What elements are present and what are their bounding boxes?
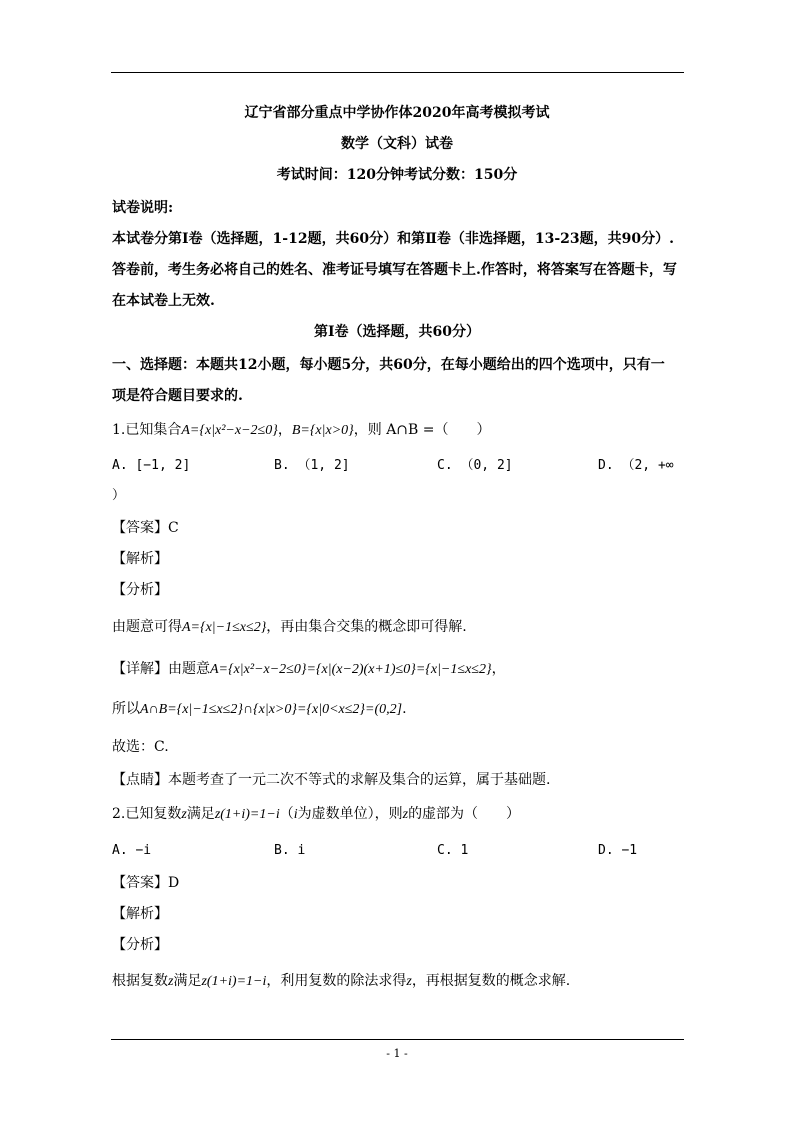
q1-comment: 【点睛】本题考查了一元二次不等式的求解及集合的运算，属于基础题. bbox=[112, 772, 551, 788]
q1-fenxi-math: A={x|−1≤x≤2} bbox=[182, 620, 267, 635]
q1-stem bbox=[112, 420, 491, 441]
q2-fenxi-end: ，再根据复数的概念求解. bbox=[411, 973, 571, 989]
q1-option-d: D. （2, +∞ bbox=[598, 458, 674, 473]
q1-stem-prefix: 1.已知集合 bbox=[112, 422, 182, 438]
q2-fenxi-prefix: 根据复数 bbox=[112, 973, 168, 989]
page-number: - 1 - bbox=[386, 1047, 408, 1060]
q2-note-open: （ bbox=[279, 806, 294, 822]
instructions-line-1: 本试卷分第Ⅰ卷（选择题，1-12题，共60分）和第Ⅱ卷（非选择题，13-23题，共90分）. bbox=[112, 231, 674, 247]
q2-stem bbox=[112, 804, 520, 825]
q1-set-b: B={x|x>0} bbox=[291, 423, 354, 438]
section-desc-line-2: 项是符合题目要求的. bbox=[112, 388, 243, 404]
q1-option-b: B. （1, 2] bbox=[274, 458, 350, 473]
q2-answer: 【答案】D bbox=[112, 875, 180, 891]
footer-rule bbox=[111, 1039, 684, 1040]
q2-fenxi-suffix: ，利用复数的除法求得 bbox=[266, 973, 407, 989]
exam-title: 辽宁省部分重点中学协作体2020年高考模拟考试 bbox=[244, 105, 550, 121]
q2-option-a: A. −i bbox=[112, 843, 152, 858]
q1-so bbox=[112, 699, 407, 720]
q1-analysis-label: 【解析】 bbox=[112, 551, 168, 567]
q2-fenxi-z-2: z bbox=[406, 974, 412, 989]
q2-option-c: C. 1 bbox=[437, 843, 469, 858]
instructions-heading: 试卷说明: bbox=[112, 200, 174, 216]
q2-z: z bbox=[181, 807, 187, 822]
q1-choose: 故选：C. bbox=[112, 739, 169, 755]
q1-detail-math: A={x|x²−x−2≤0}={x|(x−2)(x+1)≤0}={x|−1≤x≤2} bbox=[210, 662, 492, 677]
q2-fenxi bbox=[112, 971, 570, 992]
exam-subtitle: 数学（文科）试卷 bbox=[341, 136, 453, 152]
q1-fenxi bbox=[112, 617, 467, 638]
instructions-line-2: 答卷前，考生务必将自己的姓名、准考证号填写在答题卡上.作答时，将答案写在答题卡，写 bbox=[112, 262, 677, 278]
q1-sep: ， bbox=[277, 422, 292, 438]
exam-info: 考试时间：120分钟考试分数：150分 bbox=[276, 167, 518, 183]
q1-detail-suffix: ， bbox=[491, 661, 506, 677]
q1-detail bbox=[112, 659, 506, 680]
q1-stem-suffix: ，则 A∩B =（ ） bbox=[353, 422, 491, 438]
q1-so-suffix: . bbox=[402, 701, 407, 717]
q1-detail-prefix: 【详解】由题意 bbox=[112, 661, 210, 677]
q2-fenxi-eq: z(1+i)=1−i bbox=[201, 974, 267, 989]
instructions-line-3: 在本试卷上无效. bbox=[112, 293, 215, 309]
q1-fenxi-prefix: 由题意可得 bbox=[112, 619, 182, 635]
q1-so-math: A∩B={x|−1≤x≤2}∩{x|x>0}={x|0<x≤2}=(0,2] bbox=[140, 702, 403, 717]
q2-fenxi-label: 【分析】 bbox=[112, 937, 168, 953]
q1-option-c: C. （0, 2] bbox=[437, 458, 513, 473]
q2-analysis-label: 【解析】 bbox=[112, 906, 168, 922]
q1-set-a: A={x|x²−x−2≤0} bbox=[181, 423, 278, 438]
q1-fenxi-suffix: ，再由集合交集的概念即可得解. bbox=[266, 619, 467, 635]
q2-stem-mid: 满足 bbox=[186, 806, 215, 822]
q2-note-close: 为虚数单位），则 bbox=[297, 806, 403, 822]
q2-z-2: z bbox=[402, 807, 409, 822]
q1-fenxi-label: 【分析】 bbox=[112, 582, 168, 598]
q2-option-d: D. −1 bbox=[598, 843, 638, 858]
q2-fenxi-mid: 满足 bbox=[173, 973, 202, 989]
q2-option-b: B. i bbox=[274, 843, 306, 858]
q2-stem-prefix: 2.已知复数 bbox=[112, 806, 182, 822]
q2-stem-suffix: 的虚部为（ ） bbox=[408, 806, 521, 822]
q2-i: i bbox=[293, 807, 298, 822]
section-desc-line-1: 一、选择题：本题共12小题，每小题5分，共60分，在每小题给出的四个选项中，只有一 bbox=[112, 357, 665, 373]
q1-answer: 【答案】C bbox=[112, 520, 179, 536]
q2-fenxi-z: z bbox=[168, 974, 174, 989]
part1-heading: 第Ⅰ卷（选择题，共60分） bbox=[313, 324, 481, 340]
q1-so-prefix: 所以 bbox=[112, 701, 140, 717]
header-rule bbox=[111, 72, 684, 73]
q2-equation: z(1+i)=1−i bbox=[214, 807, 280, 822]
q1-option-a: A. [−1, 2] bbox=[112, 458, 191, 473]
q1-option-d-wrap: ） bbox=[112, 488, 126, 503]
